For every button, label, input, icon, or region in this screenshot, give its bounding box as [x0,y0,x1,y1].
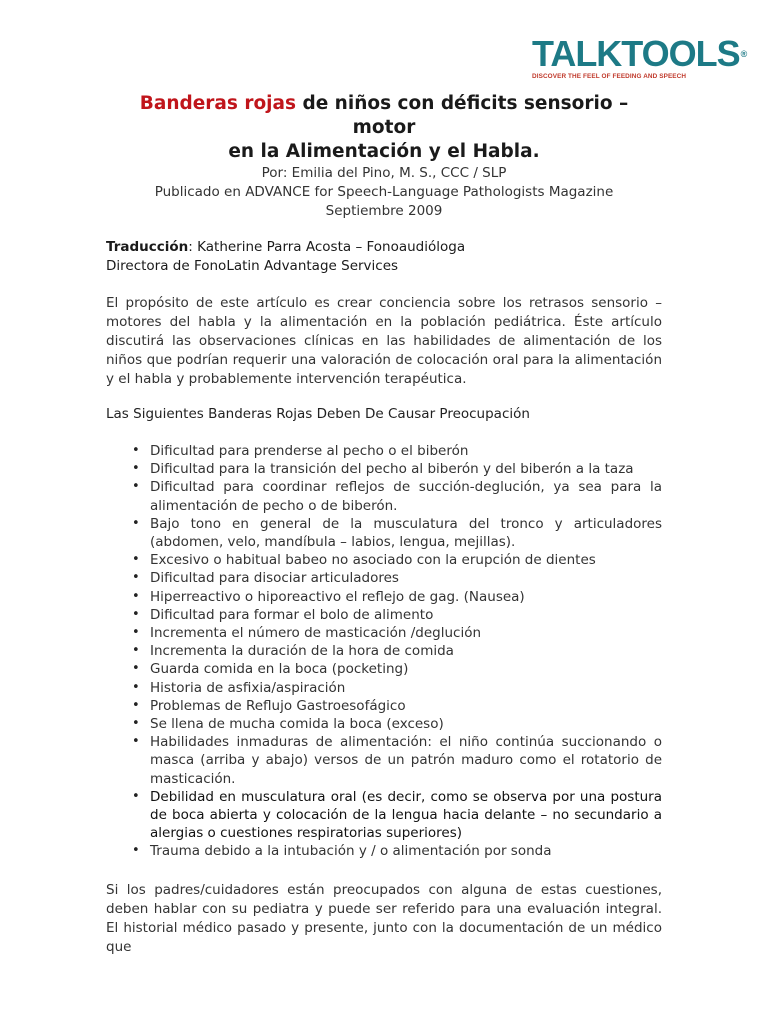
logo-wordmark: TALKTOOLS® [532,33,748,74]
author-line: Por: Emilia del Pino, M. S., CCC / SLP [261,165,507,181]
list-item: • Dificultad para la transición del pecho al biberón y del biberón a la taza [106,460,662,478]
list-item: • Bajo tono en general de la musculatura del tronco y articuladores (abdomen, velo, mandíbula – labios, lengua, mejillas). [106,515,662,551]
translator-name: : Katherine Parra Acosta – Fonoaudióloga [188,239,466,255]
list-item: • Dificultad para prenderse al pecho o el biberón [106,442,662,460]
logo-tagline: DISCOVER THE FEEL OF FEEDING AND SPEECH [532,73,687,80]
article-title [106,92,662,164]
list-item: • Dificultad para disociar articuladores [106,569,662,587]
list-item: • Incrementa el número de masticación /deglución [106,624,662,642]
list-item: • Excesivo o habitual babeo no asociado con la erupción de dientes [106,551,662,569]
article [106,92,662,957]
list-item: • Trauma debido a la intubación y / o alimentación por sonda [106,842,662,860]
list-item: • Problemas de Reflujo Gastroesofágico [106,697,662,715]
list-item: • Incrementa la duración de la hora de comida [106,642,662,660]
translator-role: Directora de FonoLatin Advantage Services [106,258,399,274]
closing-paragraph: Si los padres/cuidadores están preocupados con alguna de estas cuestiones, deben hablar con su pediatra y puede ser referido para una evaluación integral. El historial médico pasado y presente, junto con la documentación de un médico que [106,881,662,955]
translation-credit [106,238,662,276]
publication-line: Publicado en ADVANCE for Speech-Language Pathologists Magazine [154,184,614,200]
list-item: • Dificultad para formar el bolo de alimento [106,606,662,624]
red-flags-list [106,442,662,861]
list-item: • Dificultad para coordinar reflejos de succión-deglución, ya sea para la alimentación de pecho o de biberón. [106,478,662,514]
article-meta [106,164,662,221]
date-line: Septiembre 2009 [325,203,443,219]
list-item: • Se llena de mucha comida la boca (exceso) [106,715,662,733]
list-item: • Hiperreactivo o hiporeactivo el reflejo de gag. (Nausea) [106,588,662,606]
title-highlight: Banderas rojas [139,93,297,114]
list-item: • Habilidades inmaduras de alimentación: el niño continúa succionando o masca (arriba y abajo) versos de un patrón maduro como el rotatorio de masticación. [106,733,662,788]
translation-label: Traducción [106,239,189,255]
title-line1-rest: de niños con déficits sensorio – motor [296,93,629,138]
list-item: • Guarda comida en la boca (pocketing) [106,660,662,678]
talktools-logo [532,33,748,86]
list-item: • Debilidad en musculatura oral (es decir, como se observa por una postura de boca abierta y colocación de la lengua hacia delante – no secundario a alergias o cuestiones respiratorias superiores) [106,788,662,843]
registered-mark: ® [740,49,748,59]
intro-paragraph: El propósito de este artículo es crear conciencia sobre los retrasos sensorio – motores del habla y la alimentación en la población pediátrica. Éste artículo discutirá las observaciones clínicas en las habilidades de alimentación de los niños que podrían requerir una valoración de colocación oral para la alimentación y el habla y probablemente intervención terapéutica. [106,295,662,387]
list-item: • Historia de asfixia/aspiración [106,679,662,697]
title-line2: en la Alimentación y el Habla. [228,141,540,162]
section-heading: Las Siguientes Banderas Rojas Deben De Causar Preocupación [106,406,530,422]
